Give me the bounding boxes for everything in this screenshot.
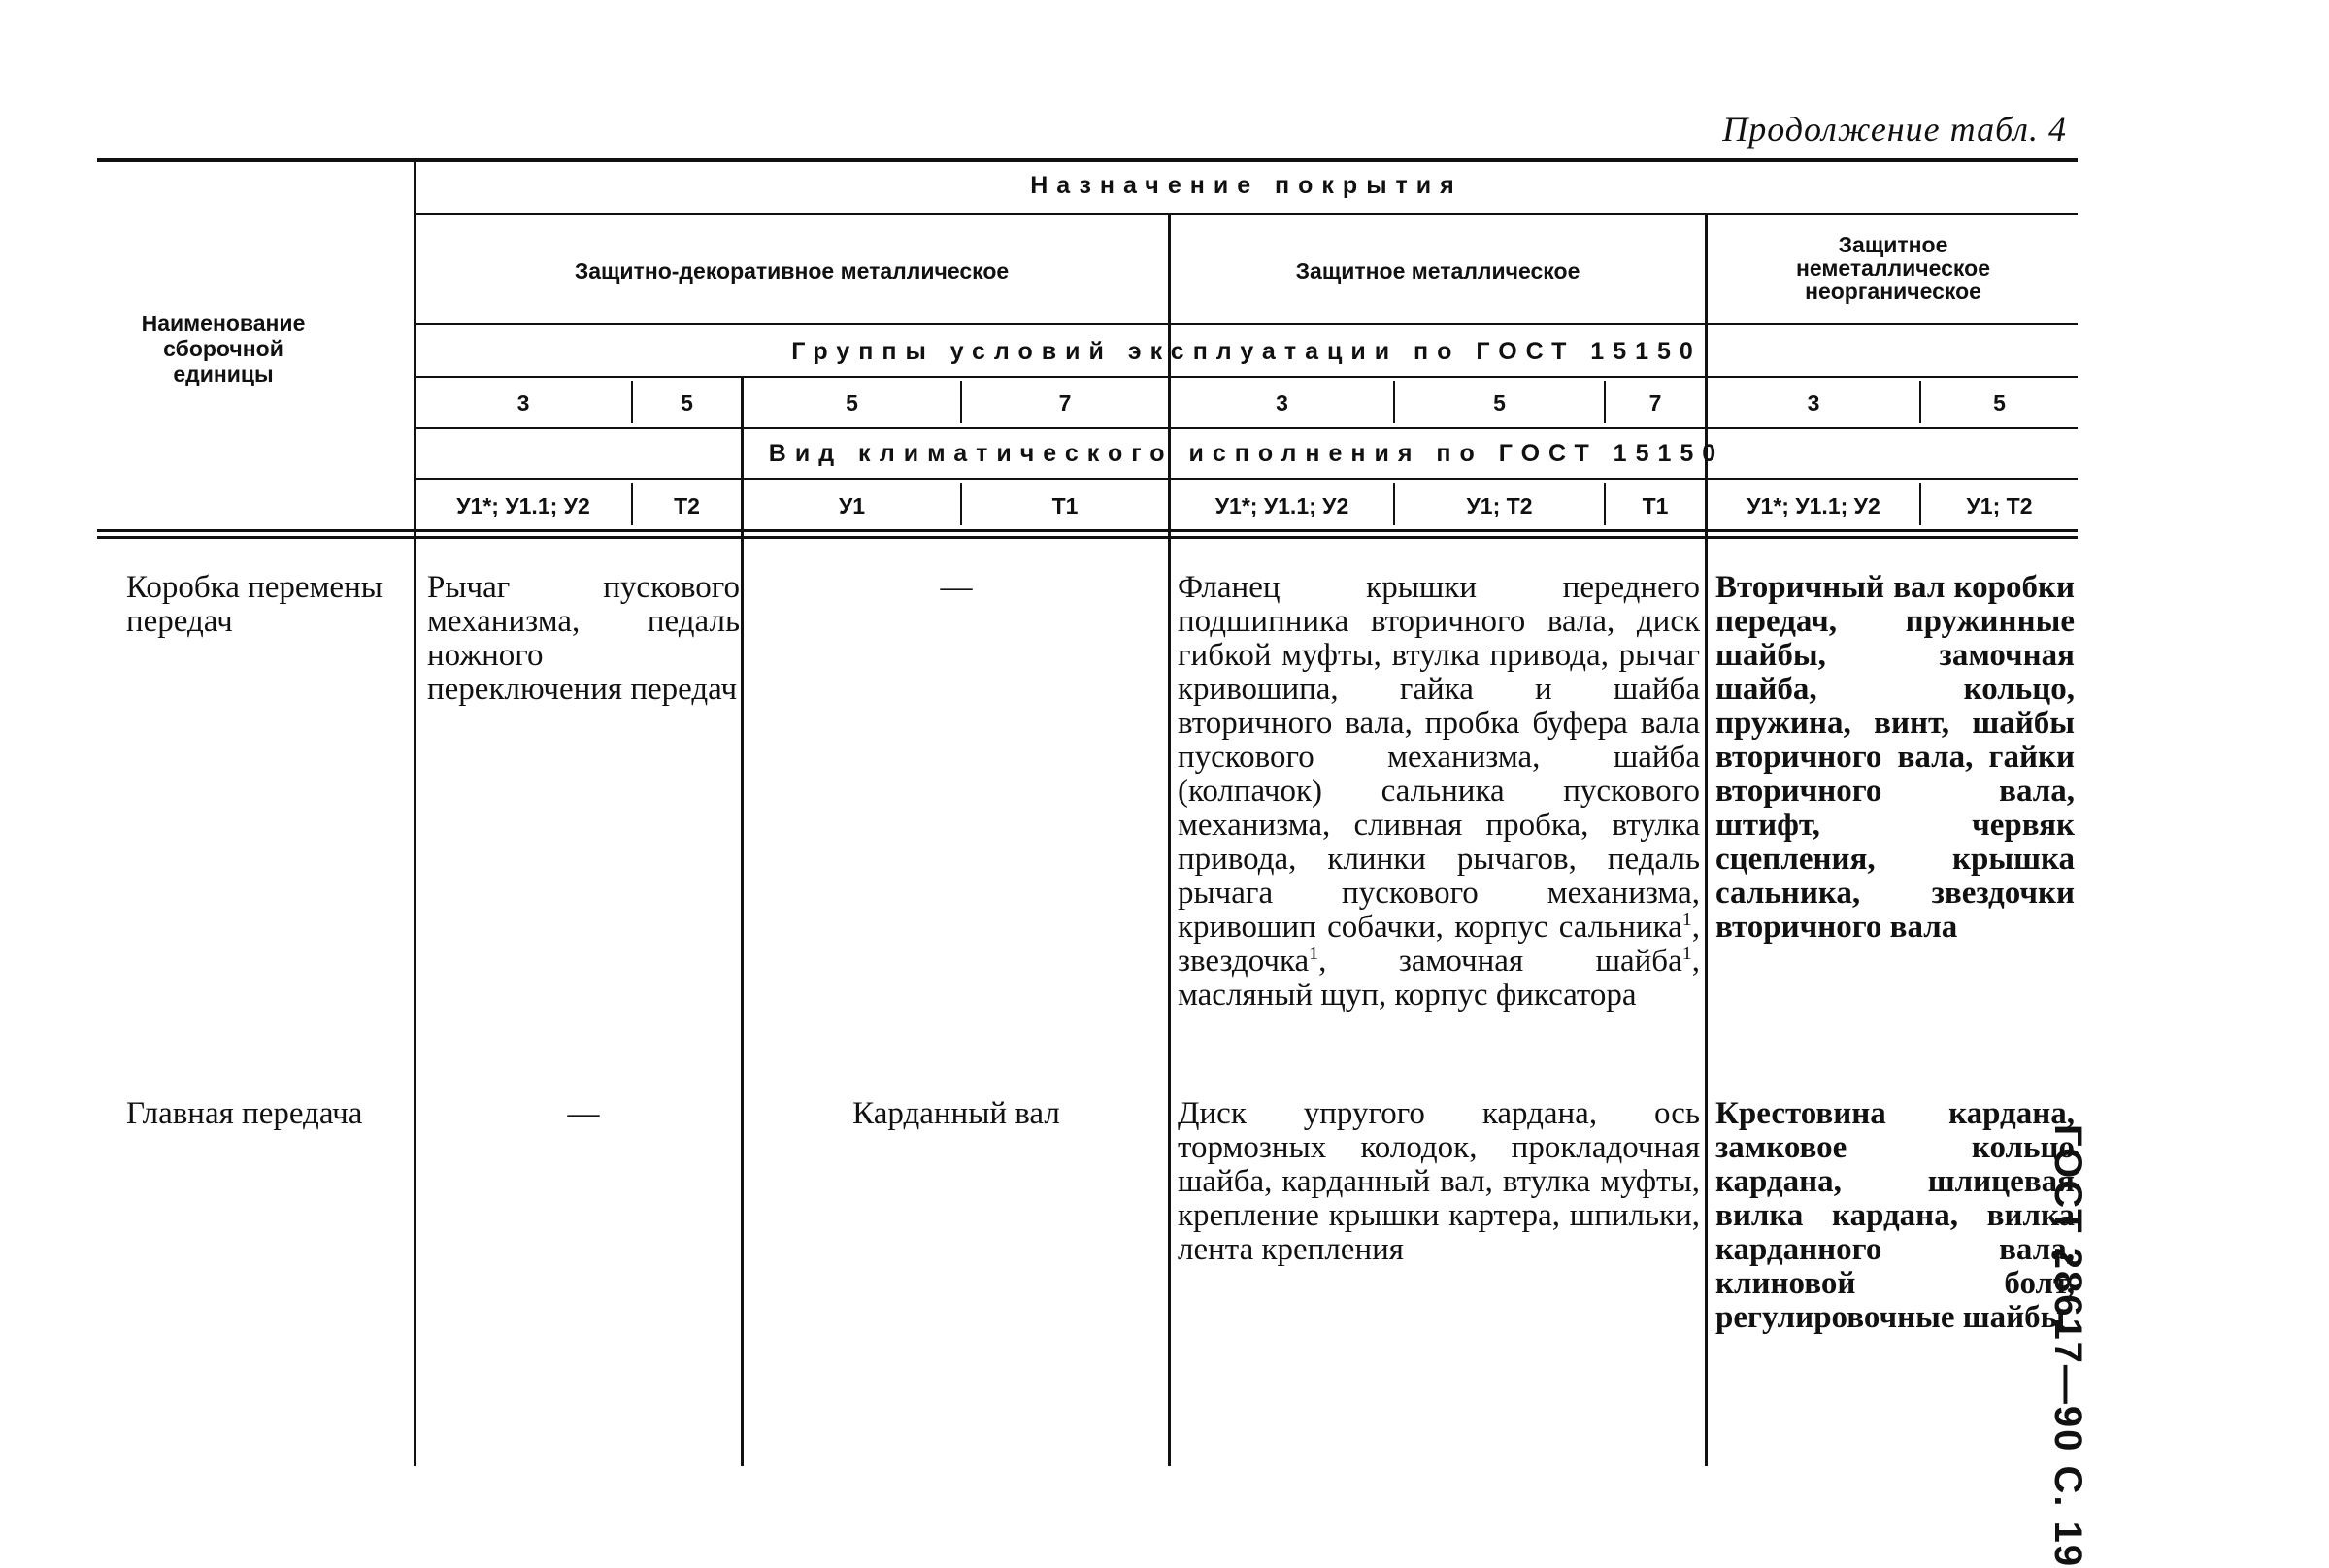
coating-nonmetal-header: Защитное неметаллическое неорганическое bbox=[1796, 232, 1990, 304]
group-cell: 3 bbox=[516, 390, 530, 416]
metal-main: Фланец крышки переднего подшипника вторичного вала, диск гибкой муфты, втулка привода, рычаг кривошипа, гайка и шайба вторичного вала, пробка буфера вала пускового механизма, шайба (колпачок) сальника пускового механизма, сливная пробка, втулка привода, клинки рычагов, педаль рычага пускового механизма, кривошип собачки, корпус сальника bbox=[1178, 570, 1700, 945]
nonmetal-text: Вторичный вал коробки передач, пружинные шайбы, замочная шайба, кольцо, пружина, винт, шайбы вторичного вала, гайки вторичного вала, штифт, червяк сцепления, крышка сальника, звездочки вторичного вала bbox=[1715, 570, 2075, 945]
group-cell: 3 bbox=[1276, 390, 1288, 416]
footnote-mark: 1 bbox=[1681, 943, 1692, 964]
group-cell: 7 bbox=[1058, 390, 1072, 416]
version-cell: Т2 bbox=[674, 493, 700, 518]
rule-bottom-1 bbox=[97, 529, 2078, 532]
unit-name: Главная передача bbox=[126, 1096, 363, 1131]
metal-part: масляный щуп, корпус фиксатора bbox=[1178, 978, 1637, 1013]
coating-decorative-header: Защитно-декоративное металлическое bbox=[574, 258, 1010, 284]
group-cell: 5 bbox=[1493, 390, 1506, 416]
group-cell: 5 bbox=[846, 390, 858, 416]
row-1-nonmetal bbox=[1715, 571, 2075, 945]
row-2-name bbox=[126, 1097, 408, 1131]
metal-text: Фланец крышки переднего подшипника вторичного вала, диск гибкой муфты, втулка привода, рычаг кривошипа, гайка и шайба вторичного вала, пробка буфера вала пускового механизма, шайба (колпачок) сальника пускового механизма, сливная пробка, втулка привода, клинки рычагов, педаль рычага пускового механизма, кривошип собачки, корпус сальника$^1$, звездочка$^1$, замочная шайба$^1$, масляный щуп, корпус фиксатора bbox=[1178, 570, 1700, 1013]
row-1-decorative-3 bbox=[427, 571, 740, 707]
unit-name-header: Наименование сборочной единицы bbox=[141, 311, 306, 386]
nonmetal-text: Крестовина кардана, замковое кольцо кардана, шлицевая вилка кардана, вилка карданного вала, клиновой болт, регулировочные шайбы bbox=[1715, 1096, 2075, 1335]
group-cell: 7 bbox=[1648, 390, 1662, 416]
conditions-header: Группы условий эксплуатации по ГОСТ 15150 bbox=[791, 338, 1702, 365]
row-2-metal bbox=[1178, 1097, 1700, 1267]
metal-text: Диск упругого кардана, ось тормозных колодок, прокладочная шайба, карданный вал, втулка муфты, крепление крышки картера, шпильки, лента крепления bbox=[1178, 1096, 1700, 1267]
rule-conditions bbox=[416, 376, 2078, 378]
version-cell: У1*; У1.1; У2 bbox=[1747, 493, 1880, 518]
rule-top bbox=[97, 158, 2078, 162]
footnote-mark: 1 bbox=[1681, 909, 1692, 930]
group-cell: 5 bbox=[1993, 390, 2006, 416]
standard-page-label: ГОСТ 28617—90 С. 19 bbox=[2046, 1124, 2089, 1568]
col-sep-dec-5 bbox=[741, 378, 744, 1466]
row-2-nonmetal bbox=[1715, 1097, 2075, 1335]
rule-coating bbox=[416, 323, 2078, 325]
rule-climatic bbox=[416, 478, 2078, 480]
version-cell: У1; Т2 bbox=[1466, 493, 1533, 518]
rule-purpose bbox=[416, 213, 2078, 215]
rule-groups bbox=[416, 427, 2078, 429]
metal-part: замочная шайба bbox=[1398, 944, 1682, 979]
row-2-decorative-5 bbox=[746, 1097, 1167, 1131]
row-1-decorative-5 bbox=[746, 571, 1167, 605]
continuation-label: Продолжение табл. 4 bbox=[1722, 110, 2067, 149]
group-cell: 5 bbox=[681, 390, 693, 416]
row-2-decorative-3 bbox=[427, 1097, 740, 1131]
version-cell: У1*; У1.1; У2 bbox=[456, 493, 590, 518]
decorative-3-text: — bbox=[567, 1096, 600, 1131]
version-cell: У1; Т2 bbox=[1966, 493, 2033, 518]
row-1-name bbox=[126, 571, 408, 639]
decorative-3-text: Рычаг пускового механизма, педаль ножного переключения передач bbox=[427, 570, 740, 707]
coating-metal-header: Защитное металлическое bbox=[1295, 258, 1580, 284]
group-cell: 3 bbox=[1807, 390, 1820, 416]
table-header bbox=[97, 0, 2078, 544]
rule-bottom-2 bbox=[97, 536, 2078, 539]
metal-part: звездочка bbox=[1178, 944, 1310, 979]
decorative-5-text: — bbox=[940, 570, 973, 605]
version-cell: Т1 bbox=[1642, 493, 1669, 518]
purpose-header: Назначение покрытия bbox=[1030, 172, 1463, 199]
version-cell: У1 bbox=[838, 493, 866, 518]
climatic-header: Вид климатического исполнения по ГОСТ 15150 bbox=[768, 440, 1725, 467]
version-cell: У1*; У1.1; У2 bbox=[1214, 493, 1349, 518]
footnote-mark: 1 bbox=[1309, 943, 1319, 964]
decorative-5-text: Карданный вал bbox=[852, 1096, 1060, 1131]
unit-name: Коробка перемены передач bbox=[126, 570, 383, 639]
version-cell: Т1 bbox=[1051, 493, 1079, 518]
row-1-metal bbox=[1178, 571, 1700, 1013]
